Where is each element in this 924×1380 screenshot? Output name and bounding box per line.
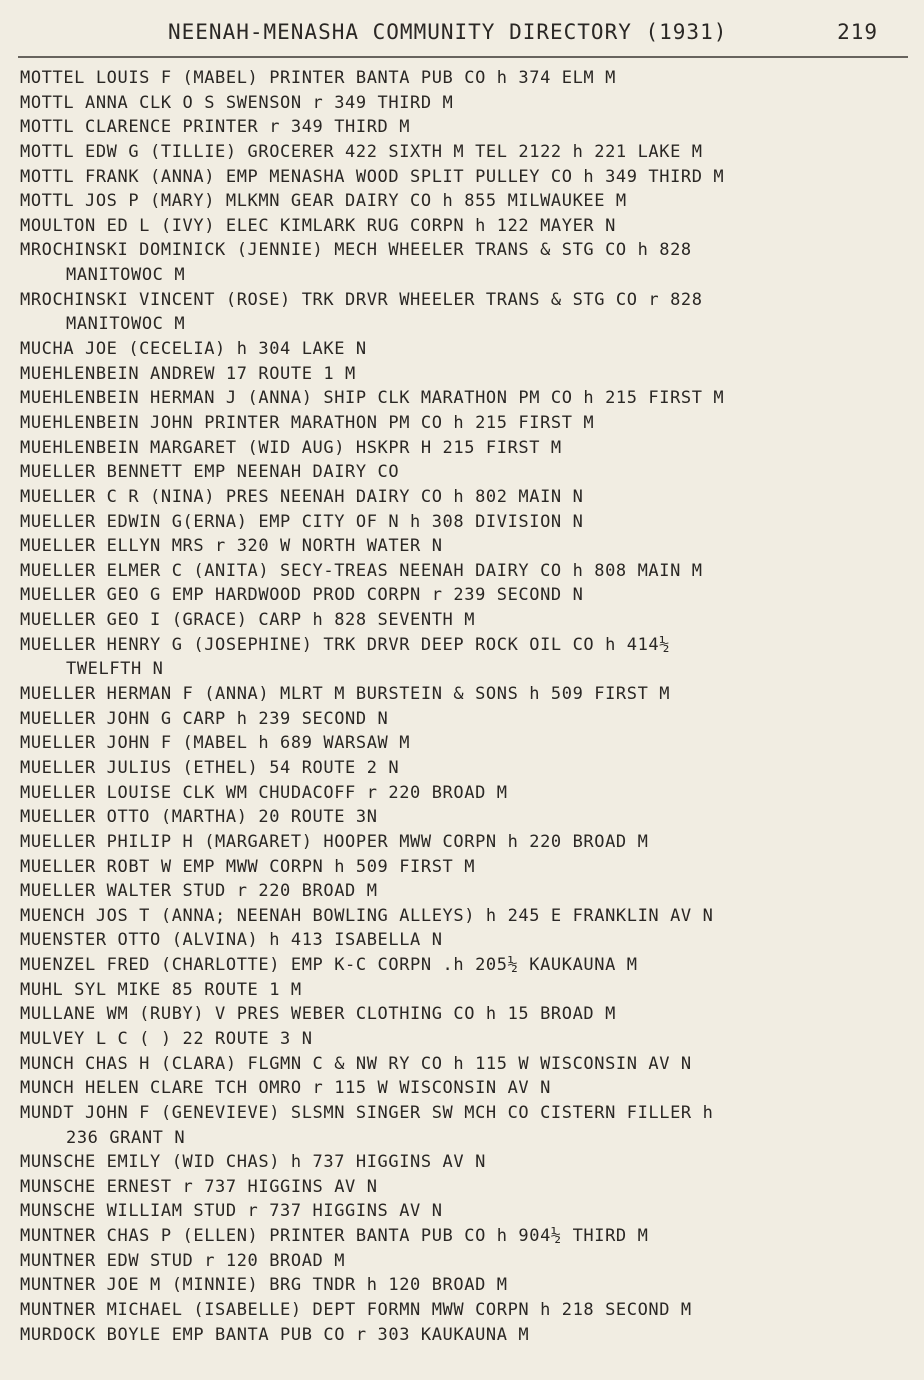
directory-entry-continuation xyxy=(0,263,924,288)
header-rule xyxy=(18,56,908,58)
directory-entry xyxy=(0,386,924,411)
entry-text: MUEHLENBEIN HERMAN J (ANNA) SHIP CLK MARATHON PM CO h 215 FIRST M xyxy=(20,388,725,409)
directory-entry xyxy=(0,485,924,510)
entry-text: MUENCH JOS T (ANNA; NEENAH BOWLING ALLEYS) h 245 E FRANKLIN AV N xyxy=(20,905,714,926)
entry-text: MUNTNER JOE M (MINNIE) BRG TNDR h 120 BROAD M xyxy=(20,1275,508,1296)
directory-entry xyxy=(0,583,924,608)
page-header xyxy=(0,16,924,50)
directory-entry xyxy=(0,830,924,855)
entry-text: MUELLER C R (NINA) PRES NEENAH DAIRY CO h 802 MAIN N xyxy=(20,486,584,507)
entry-text: MANITOWOC M xyxy=(66,265,186,286)
directory-entry xyxy=(0,1249,924,1274)
directory-entry xyxy=(0,1101,924,1126)
entry-text: MUELLER WALTER STUD r 220 BROAD M xyxy=(20,881,378,902)
directory-entry-continuation xyxy=(0,1126,924,1151)
directory-entry xyxy=(0,904,924,929)
directory-entry xyxy=(0,781,924,806)
directory-entry xyxy=(0,534,924,559)
directory-entry xyxy=(0,510,924,535)
directory-entry xyxy=(0,1224,924,1249)
directory-entry xyxy=(0,928,924,953)
directory-entry xyxy=(0,115,924,140)
entry-text: MUNSCHE ERNEST r 737 HIGGINS AV N xyxy=(20,1176,378,1197)
directory-entry xyxy=(0,1027,924,1052)
directory-entry xyxy=(0,608,924,633)
entry-text: MUNTNER EDW STUD r 120 BROAD M xyxy=(20,1250,346,1271)
directory-entry xyxy=(0,805,924,830)
directory-entry xyxy=(0,978,924,1003)
entry-text: MOTTL JOS P (MARY) MLKMN GEAR DAIRY CO h 855 MILWAUKEE M xyxy=(20,191,627,212)
entry-text: MUNTNER CHAS P (ELLEN) PRINTER BANTA PUB CO h 904½ THIRD M xyxy=(20,1226,649,1247)
directory-entry xyxy=(0,411,924,436)
entry-text: MUELLER JULIUS (ETHEL) 54 ROUTE 2 N xyxy=(20,757,400,778)
directory-entry xyxy=(0,633,924,658)
directory-entry xyxy=(0,1150,924,1175)
entry-text: MUELLER PHILIP H (MARGARET) HOOPER MWW CORPN h 220 BROAD M xyxy=(20,831,649,852)
entry-text: MUELLER HENRY G (JOSEPHINE) TRK DRVR DEEP ROCK OIL CO h 414½ xyxy=(20,634,671,655)
entry-text: MUELLER GEO G EMP HARDWOOD PROD CORPN r 239 SECOND N xyxy=(20,585,584,606)
entry-text: MUELLER ELLYN MRS r 320 W NORTH WATER N xyxy=(20,536,443,557)
directory-entry xyxy=(0,214,924,239)
directory-entry-continuation xyxy=(0,657,924,682)
entry-text: TWELFTH N xyxy=(66,659,164,680)
directory-entry xyxy=(0,1076,924,1101)
entry-text: MOTTL CLARENCE PRINTER r 349 THIRD M xyxy=(20,117,411,138)
entry-text: MUELLER OTTO (MARTHA) 20 ROUTE 3N xyxy=(20,807,378,828)
entry-text: MUELLER BENNETT EMP NEENAH DAIRY CO xyxy=(20,462,400,483)
entry-text: MOTTL EDW G (TILLIE) GROCERER 422 SIXTH M TEL 2122 h 221 LAKE M xyxy=(20,141,703,162)
entry-text: MOTTL ANNA CLK O S SWENSON r 349 THIRD M xyxy=(20,92,454,113)
directory-entry xyxy=(0,436,924,461)
directory-entry xyxy=(0,855,924,880)
entry-text: MROCHINSKI DOMINICK (JENNIE) MECH WHEELER TRANS & STG CO h 828 xyxy=(20,240,692,261)
entry-text: MUELLER EDWIN G(ERNA) EMP CITY OF N h 308 DIVISION N xyxy=(20,511,584,532)
directory-entry xyxy=(0,1273,924,1298)
entry-text: MOULTON ED L (IVY) ELEC KIMLARK RUG CORPN h 122 MAYER N xyxy=(20,215,616,236)
entry-text: MUHL SYL MIKE 85 ROUTE 1 M xyxy=(20,979,302,1000)
directory-entry xyxy=(0,756,924,781)
entry-text: MUENZEL FRED (CHARLOTTE) EMP K-C CORPN .h 205½ KAUKAUNA M xyxy=(20,955,638,976)
entry-text: MUELLER GEO I (GRACE) CARP h 828 SEVENTH M xyxy=(20,610,476,631)
entry-text: MUEHLENBEIN MARGARET (WID AUG) HSKPR H 215 FIRST M xyxy=(20,437,562,458)
directory-entry xyxy=(0,1323,924,1348)
directory-entry xyxy=(0,953,924,978)
directory-entry xyxy=(0,879,924,904)
directory-entry xyxy=(0,1199,924,1224)
entry-text: MUELLER ELMER C (ANITA) SECY-TREAS NEENAH DAIRY CO h 808 MAIN M xyxy=(20,560,703,581)
entry-text: MUEHLENBEIN ANDREW 17 ROUTE 1 M xyxy=(20,363,356,384)
entry-text: MUNSCHE EMILY (WID CHAS) h 737 HIGGINS AV N xyxy=(20,1152,486,1173)
directory-entry xyxy=(0,140,924,165)
entry-text: MUEHLENBEIN JOHN PRINTER MARATHON PM CO h 215 FIRST M xyxy=(20,412,595,433)
directory-entry xyxy=(0,288,924,313)
directory-listing xyxy=(0,66,924,1347)
directory-entry xyxy=(0,1298,924,1323)
directory-entry xyxy=(0,337,924,362)
entry-text: MUELLER JOHN G CARP h 239 SECOND N xyxy=(20,708,389,729)
entry-text: MOTTEL LOUIS F (MABEL) PRINTER BANTA PUB CO h 374 ELM M xyxy=(20,68,616,88)
directory-entry xyxy=(0,1175,924,1200)
directory-entry-continuation xyxy=(0,312,924,337)
entry-text: MUNSCHE WILLIAM STUD r 737 HIGGINS AV N xyxy=(20,1201,443,1222)
directory-entry xyxy=(0,460,924,485)
entry-text: MUELLER LOUISE CLK WM CHUDACOFF r 220 BROAD M xyxy=(20,782,508,803)
entry-text: MUELLER ROBT W EMP MWW CORPN h 509 FIRST M xyxy=(20,856,476,877)
entry-text: MROCHINSKI VINCENT (ROSE) TRK DRVR WHEELER TRANS & STG CO r 828 xyxy=(20,289,703,310)
directory-entry xyxy=(0,731,924,756)
directory-entry xyxy=(0,189,924,214)
directory-entry xyxy=(0,91,924,116)
directory-entry xyxy=(0,165,924,190)
page-number: 219 xyxy=(837,20,878,44)
directory-entry xyxy=(0,707,924,732)
directory-entry xyxy=(0,559,924,584)
entry-text: MURDOCK BOYLE EMP BANTA PUB CO r 303 KAUKAUNA M xyxy=(20,1324,530,1345)
entry-text: MOTTL FRANK (ANNA) EMP MENASHA WOOD SPLIT PULLEY CO h 349 THIRD M xyxy=(20,166,725,187)
entry-text: MUELLER JOHN F (MABEL h 689 WARSAW M xyxy=(20,733,411,754)
directory-entry xyxy=(0,682,924,707)
entry-text: MULLANE WM (RUBY) V PRES WEBER CLOTHING CO h 15 BROAD M xyxy=(20,1004,616,1025)
directory-entry xyxy=(0,1052,924,1077)
directory-entry xyxy=(0,362,924,387)
page-title: NEENAH-MENASHA COMMUNITY DIRECTORY (1931) xyxy=(168,20,728,44)
entry-text: MUELLER HERMAN F (ANNA) MLRT M BURSTEIN & SONS h 509 FIRST M xyxy=(20,684,671,705)
entry-text: MUNTNER MICHAEL (ISABELLE) DEPT FORMN MWW CORPN h 218 SECOND M xyxy=(20,1300,692,1321)
entry-text: MANITOWOC M xyxy=(66,314,186,335)
entry-text: 236 GRANT N xyxy=(66,1127,186,1148)
entry-text: MUCHA JOE (CECELIA) h 304 LAKE N xyxy=(20,339,367,360)
entry-text: MUNCH HELEN CLARE TCH OMRO r 115 W WISCONSIN AV N xyxy=(20,1078,551,1099)
entry-text: MUNDT JOHN F (GENEVIEVE) SLSMN SINGER SW MCH CO CISTERN FILLER h xyxy=(20,1102,714,1123)
entry-text: MUNCH CHAS H (CLARA) FLGMN C & NW RY CO h 115 W WISCONSIN AV N xyxy=(20,1053,692,1074)
directory-entry xyxy=(0,66,924,91)
entry-text: MUENSTER OTTO (ALVINA) h 413 ISABELLA N xyxy=(20,930,443,951)
directory-entry xyxy=(0,1002,924,1027)
entry-text: MULVEY L C ( ) 22 ROUTE 3 N xyxy=(20,1028,313,1049)
directory-entry xyxy=(0,238,924,263)
